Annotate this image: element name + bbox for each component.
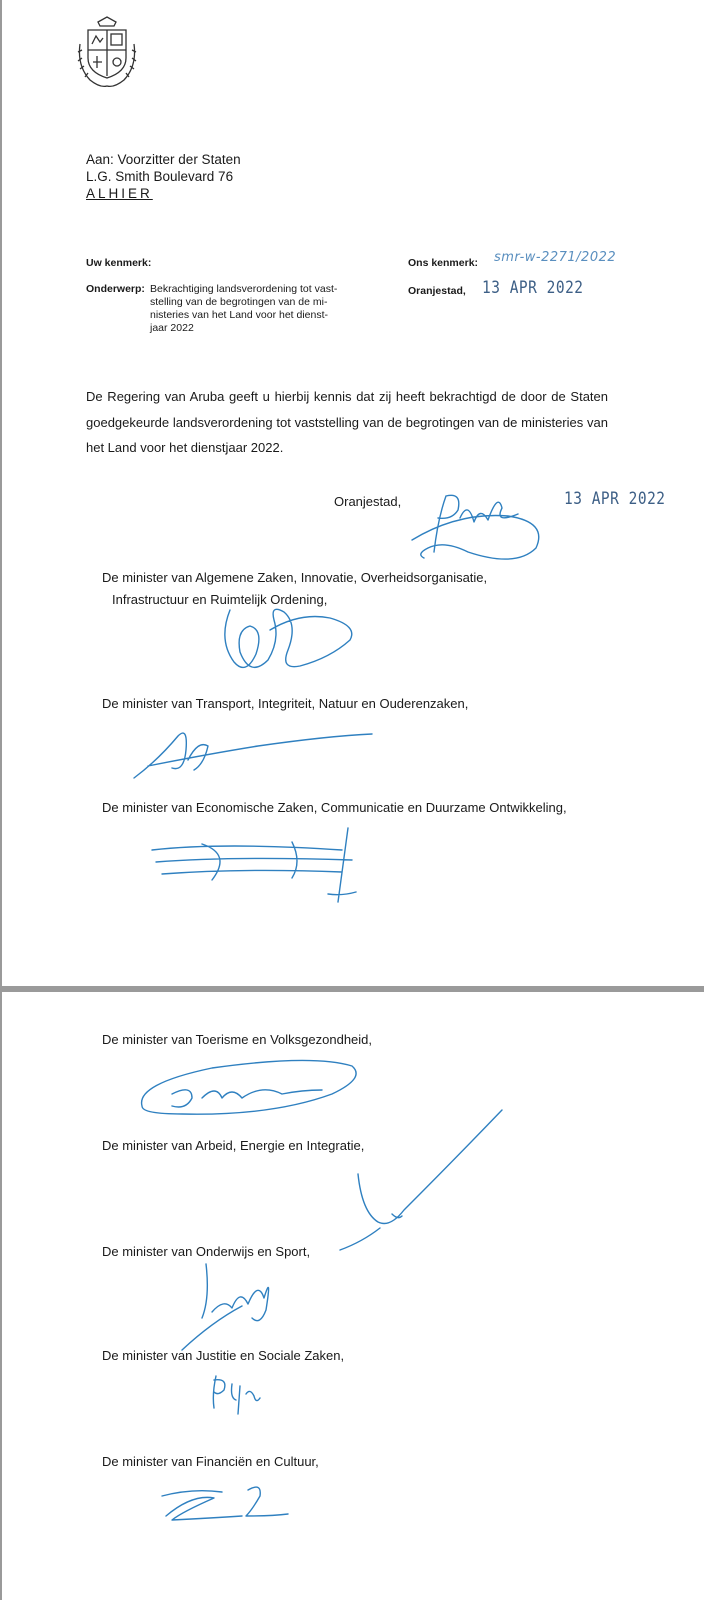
body-paragraph: De Regering van Aruba geeft u hierbij kennis dat zij heeft bekrachtigd de door de Staten goedgekeurde landsverordening tot vaststelling van de begrotingen van de ministeries van het Land voor het dienstjaar 2022.: [86, 389, 608, 455]
date-stamp: 13 APR 2022: [482, 279, 584, 298]
onderwerp-line: Bekrachtiging landsverordening tot vast-: [150, 283, 338, 295]
onderwerp-text: [150, 283, 337, 335]
ons-kenmerk-label: Ons kenmerk:: [408, 257, 479, 269]
recipient-address: [86, 151, 241, 202]
minister-title-6: De minister van Onderwijs en Sport,: [102, 1244, 311, 1259]
signature-minister-7: [202, 1370, 272, 1420]
place-label: Oranjestad,: [408, 285, 466, 297]
onderwerp-line: nisteries van het Land voor het dienst-: [150, 309, 329, 321]
minister-title-1a: De minister van Algemene Zaken, Innovatie, Overheidsorganisatie,: [102, 570, 488, 585]
minister-title-1b: Infrastructuur en Ruimtelijk Ordening,: [112, 592, 328, 607]
minister-title-4: De minister van Toerisme en Volksgezondheid,: [102, 1032, 373, 1047]
signature-minister-2: [128, 720, 378, 786]
minister-title-5: De minister van Arbeid, Energie en Integratie,: [102, 1138, 365, 1153]
minister-title-8: De minister van Financiën en Cultuur,: [102, 1454, 319, 1469]
onderwerp-line: jaar 2022: [150, 322, 194, 334]
signing-date-stamp: 13 APR 2022: [564, 490, 666, 509]
signature-minister-6: [172, 1258, 292, 1354]
ons-kenmerk-value: smr-w-2271/2022: [494, 250, 617, 265]
signing-place: Oranjestad,: [334, 494, 402, 509]
coat-of-arms-logo: [74, 14, 140, 90]
minister-title-2: De minister van Transport, Integriteit, Natuur en Ouderenzaken,: [102, 696, 469, 711]
signature-minister-3: [142, 822, 372, 906]
uw-kenmerk-label: Uw kenmerk:: [86, 257, 152, 269]
onderwerp-line: stelling van de begrotingen van de mi-: [150, 296, 328, 308]
signature-minister-5: [332, 1104, 512, 1254]
minister-title-3: De minister van Economische Zaken, Communicatie en Duurzame Ontwikkeling,: [102, 800, 567, 815]
onderwerp-label: Onderwerp:: [86, 283, 145, 295]
address-line-street: L.G. Smith Boulevard 76: [86, 169, 234, 184]
document-page-1: [2, 0, 704, 986]
address-line-recipient: Aan: Voorzitter der Staten: [86, 152, 241, 167]
signature-minister-1: [210, 600, 360, 684]
signature-prime-minister: [398, 478, 558, 574]
address-line-alhier: ALHIER: [86, 186, 153, 201]
document-page-2: [2, 992, 704, 1600]
minister-title-7: De minister van Justitie en Sociale Zaken,: [102, 1348, 345, 1363]
signature-minister-8: [152, 1476, 292, 1530]
